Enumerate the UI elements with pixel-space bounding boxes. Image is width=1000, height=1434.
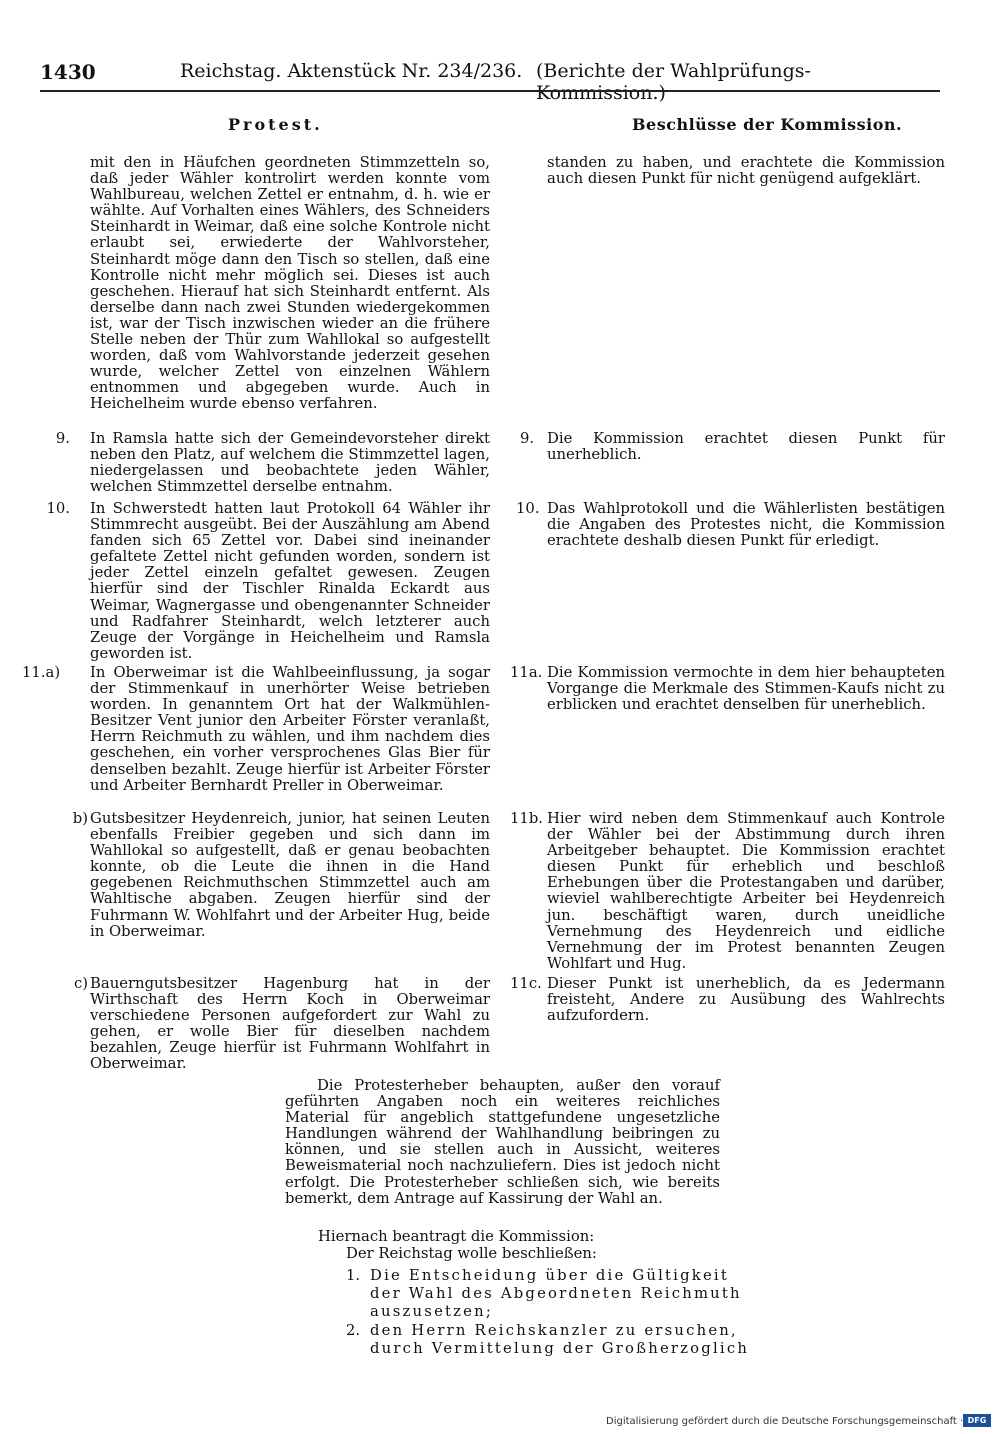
running-title: Reichstag. Aktenstück Nr. 234/236. <box>180 60 523 82</box>
header-rule <box>40 90 940 92</box>
page-number: 1430 <box>40 60 96 84</box>
motion-line: der Wahl des Abgeordneten Reichmuth <box>370 1285 742 1302</box>
protest-item-number: 10. <box>46 500 70 517</box>
beschluss-intro: standen zu haben, und erachtete die Kommission auch diesen Punkt für nicht genügend aufgeklärt. <box>547 154 945 188</box>
protest-item-text: In Oberweimar ist die Wahlbeeinflussung, ja sogar der Stimmenkauf in unerhörter Weise betrieben worden. In genanntem Ort hat der Walkmühlen-Besitzer Vent junior den Arbeiter Förster veranlaßt, Herrn Reichmuth zu wählen, und ihm nachdem dies geschehen, ein vorher versprochenes Glas Bier für denselben bezahlt. Zeuge hierfür ist Arbeiter Förster und Arbeiter Bernhardt Preller in Oberweimar. <box>90 664 490 794</box>
beschluss-item-number: 11a. <box>510 664 543 681</box>
beschluss-item-number: 9. <box>520 430 535 447</box>
protest-item-text: Gutsbesitzer Heydenreich, junior, hat seinen Leuten ebenfalls Freibier gegeben und sich dann im Wahllokal so aufgestellt, daß er genau beobachten konnte, ob die Leute die ihnen in die Hand gegebenen Reichmuthschen Stimmzettel auch am Wahltische abgaben. Zeugen hierfür sind der Fuhrmann W. Wohlfahrt und der Arbeiter Hug, beide in Oberweimar. <box>90 810 490 940</box>
protest-item-number: 9. <box>55 430 70 447</box>
motion-line: auszusetzen; <box>370 1303 494 1320</box>
motion-number: 2. <box>346 1322 361 1339</box>
motion-lead: Der Reichstag wolle beschließen: <box>346 1245 597 1262</box>
conclusion-paragraph: Die Protesterheber behaupten, außer den vorauf geführten Angaben noch ein weiteres reichliches Material für angeblich stattgefundene ungesetzliche Handlungen während der Wahlhandlung beibringen zu können, und sie stellen auch in Aussicht, weiteres Beweismaterial noch nachzuliefern. Dies ist jedoch nicht erfolgt. Die Protesterheber schließen sich, wie bereits bemerkt, dem Antrage auf Kassirung der Wahl an. <box>285 1077 720 1207</box>
protest-item-number: 11.a) <box>22 664 61 681</box>
beschluss-item-text: Hier wird neben dem Stimmenkauf auch Kontrole der Wähler bei der Abstimmung durch ihren Arbeitgeber behauptet. Die Kommission erachtet diesen Punkt für erheblich und beschloß Erhebungen über die Protestangaben und darüber, wieviel wahlberechtigte Arbeiter bei Heydenreich jun. beschäftigt waren, durch uneidliche Vernehmung des Heydenreich und eidliche Vernehmung der im Protest benannten Zeugen Wohlfart und Hug. <box>547 810 945 972</box>
motion-line: den Herrn Reichskanzler zu ersuchen, <box>370 1322 738 1339</box>
beschluss-item-number: 10. <box>516 500 540 517</box>
dfg-logo-icon: DFG <box>963 1414 991 1427</box>
protest-item-text: In Schwerstedt hatten laut Protokoll 64 Wähler ihr Stimmrecht ausgeübt. Bei der Auszählung am Abend fanden sich 65 Zettel vor. Dabei sind ineinander gefaltete Zettel nicht gefunden worden, sondern ist jeder Zettel einzeln gefaltet gewesen. Zeugen hierfür sind der Tischler Rinalda Eckardt aus Weimar, Wagnergasse und obengenannter Schneider und Radfahrer Steinhardt, welch letzterer auch Zeuge der Vorgänge in Heichelheim und Ramsla geworden ist. <box>90 500 490 662</box>
beschluss-item-text: Die Kommission vermochte in dem hier behaupteten Vorgange die Merkmale des Stimmen-Kaufs nicht zu erblicken und erachtet denselben für unerheblich. <box>547 664 945 714</box>
beschluesse-column-title: Beschlüsse der Kommission. <box>632 115 903 134</box>
motion-line: durch Vermittelung der Großherzoglich <box>370 1340 750 1357</box>
page-header <box>40 60 840 104</box>
motion-intro: Hiernach beantragt die Kommission: <box>318 1228 595 1245</box>
protest-column-title: Protest. <box>228 115 323 134</box>
protest-item-text: In Ramsla hatte sich der Gemeindevorsteher direkt neben den Platz, auf welchem die Stimmzettel lagen, niedergelassen und beobachtete jeden Wähler, welchen Stimmzettel derselbe entnahm. <box>90 430 490 496</box>
protest-intro: mit den in Häufchen geordneten Stimmzetteln so, daß jeder Wähler kontrolirt werden konnte vom Wahlbureau, welchen Zettel er entnahm, d. h. wie er wählte. Auf Vorhalten eines Wählers, des Schneiders Steinhardt in Weimar, daß eine solche Kontrole nicht erlaubt sei, erwiederte der Wahlvorsteher, Steinhardt möge dann den Tisch so stellen, daß eine Kontrolle nicht mehr möglich sei. Dieses ist auch geschehen. Hierauf hat sich Steinhardt entfernt. Als derselbe dann nach zwei Stunden wiedergekommen ist, war der Tisch inzwischen wieder an die frühere Stelle neben der Thür zum Wahllokal so aufgestellt worden, daß vom Wahlvorstande jederzeit gesehen wurde, welcher Zettel von einzelnen Wählern entnommen und abgegeben wurde. Auch in Heichelheim wurde ebenso verfahren. <box>90 154 490 413</box>
digitization-credit: Digitalisierung gefördert durch die Deutsche Forschungsgemeinschaft · <box>606 1416 964 1427</box>
protest-item-text: Bauerngutsbesitzer Hagenburg hat in der Wirthschaft des Herrn Koch in Oberweimar verschiedene Personen aufgefordert zur Wahl zu gehen, er wolle Bier für dieselben nachdem bezahlen, Zeuge hierfür ist Fuhrmann Wohlfahrt in Oberweimar. <box>90 975 490 1073</box>
beschluss-item-number: 11b. <box>510 810 544 827</box>
motion-number: 1. <box>346 1267 361 1284</box>
beschluss-item-text: Das Wahlprotokoll und die Wählerlisten bestätigen die Angaben des Protestes nicht, die Kommission erachtete deshalb diesen Punkt für erledigt. <box>547 500 945 550</box>
motion-line: Die Entscheidung über die Gültigkeit <box>370 1267 729 1284</box>
running-subtitle: (Berichte der Wahlprüfungs-Kommission.) <box>536 60 811 104</box>
protest-item-number: b) <box>72 810 88 827</box>
beschluss-item-text: Dieser Punkt ist unerheblich, da es Jedermann freisteht, Andere zu Ausübung des Wahlrechts aufzufordern. <box>547 975 945 1025</box>
beschluss-item-text: Die Kommission erachtet diesen Punkt für unerheblich. <box>547 430 945 464</box>
protest-item-number: c) <box>73 975 88 992</box>
beschluss-item-number: 11c. <box>510 975 542 992</box>
